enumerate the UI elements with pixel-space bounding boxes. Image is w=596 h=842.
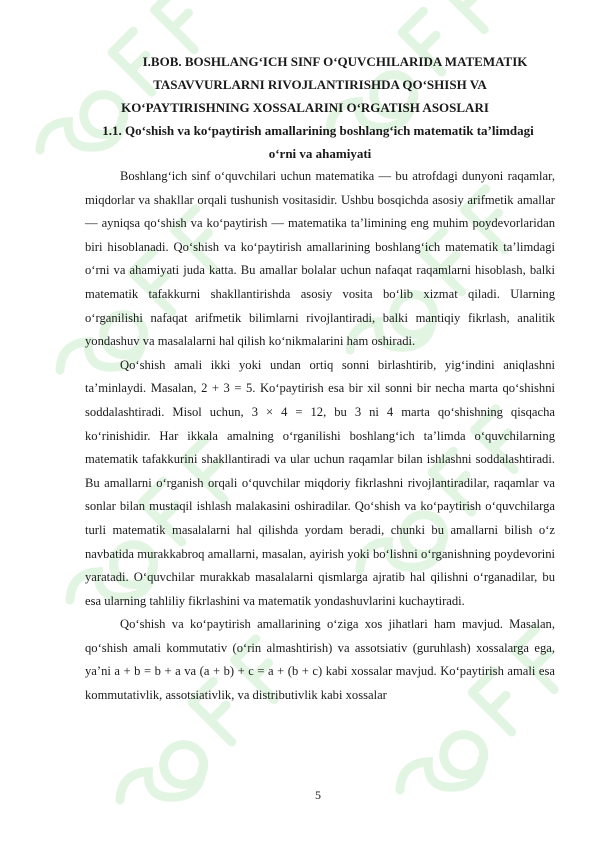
section-title-line-1: 1.1. Qo‘shish va ko‘paytirish amallarining boshlang‘ich matematik ta’limdagi bbox=[102, 123, 534, 138]
chapter-heading-line-3: KO‘PAYTIRISHNING XOSSALARINI O‘RGATISH ASOSLARI bbox=[121, 100, 489, 115]
paragraph: Boshlang‘ich sinf o‘quvchilari uchun matematika — bu atrofdagi dunyoni raqamlar, miqdorlar va shakllar orqali tushunish vositasidir. Ushbu bosqichda asosiy arifmetik amallar — ayniqsa qo‘shish va ko‘paytirish — matematika ta’limining eng muhim poydevorlaridan biri hisoblanadi. Qo‘shish va ko‘paytirish amallarining boshlang‘ich matematik ta’limdagi o‘rni va ahamiyati juda katta. Bu amallar bolalar uchun nafaqat raqamlarni hisoblash, balki matematik tafakkurni shakllantirishda asosiy vosita bo‘lib xizmat qiladi. Ularning o‘rganilishi nafaqat arifmetik bilimlarni rivojlantiradi, balki mantiqiy fikrlash, analitik yondashuv va masalalarni hal qilish ko‘nikmalarini ham oshiradi. bbox=[85, 169, 555, 349]
paragraph: Qo‘shish amali ikki yoki undan ortiq sonni birlashtirib, yig‘indini aniqlashni ta’minlaydi. Masalan, 2 + 3 = 5. Ko‘paytirish esa bir xil sonni bir necha marta qo‘shishni soddalashtiradi. Misol uchun, 3 × 4 = 12, bu 3 ni 4 marta qo‘shishning qisqacha ko‘rinishidir. Har ikkala amalning o‘rganilishi boshlang‘ich ta’limda o‘quvchilarning matematik tafakkurini shakllantiradi va ular uchun raqamlar bilan ishlashni soddalashtiradi. Bu amallarni o‘rganish orqali o‘quvchilar miqdoriy fikrlashni rivojlantiradilar, raqamlar va sonlar bilan mustaqil ishlash malakasini oshiradilar. Qo‘shish va ko‘paytirish o‘quvchilarga turli matematik masalalarni hal qilishda yordam beradi, chunki bu amallarni bilish o‘z navbatida murakkabroq amallarni, masalan, ayirish yoki bo‘lishni o‘rganishning poydevorini yaratadi. O‘quvchilar murakkab masalalarni qismlarga ajratib hal qilishni o‘rganadilar, bu esa ularning tahliliy fikrlashini va matematik yondashuvlarini kuchaytiradi. bbox=[85, 357, 555, 608]
chapter-heading-line-2: TASAVVURLARNI RIVOJLANTIRISHDA QO‘SHISH VA bbox=[153, 77, 487, 92]
chapter-heading-line-1: I.BOB. BOSHLANG‘ICH SINF O‘QUVCHILARIDA MATEMATIK bbox=[142, 54, 528, 69]
section-title-line-2: o‘rni va ahamiyati bbox=[268, 146, 372, 161]
paragraph: Qo‘shish va ko‘paytirish amallarining o‘ziga xos jihatlari ham mavjud. Masalan, qo‘shish amali kommutativ (o‘rin almashtirish) va assotsiativ (guruhlash) xossalarga ega, ya’ni a + b = b + a va (a + b) + c = a + (b + c) kabi xossalar mavjud. Ko‘paytirish amali esa kommutativlik, assotsiativlik, va distributivlik kabi xossalar bbox=[85, 617, 555, 703]
page-number: 5 bbox=[315, 788, 321, 802]
document-page bbox=[85, 50, 555, 708]
